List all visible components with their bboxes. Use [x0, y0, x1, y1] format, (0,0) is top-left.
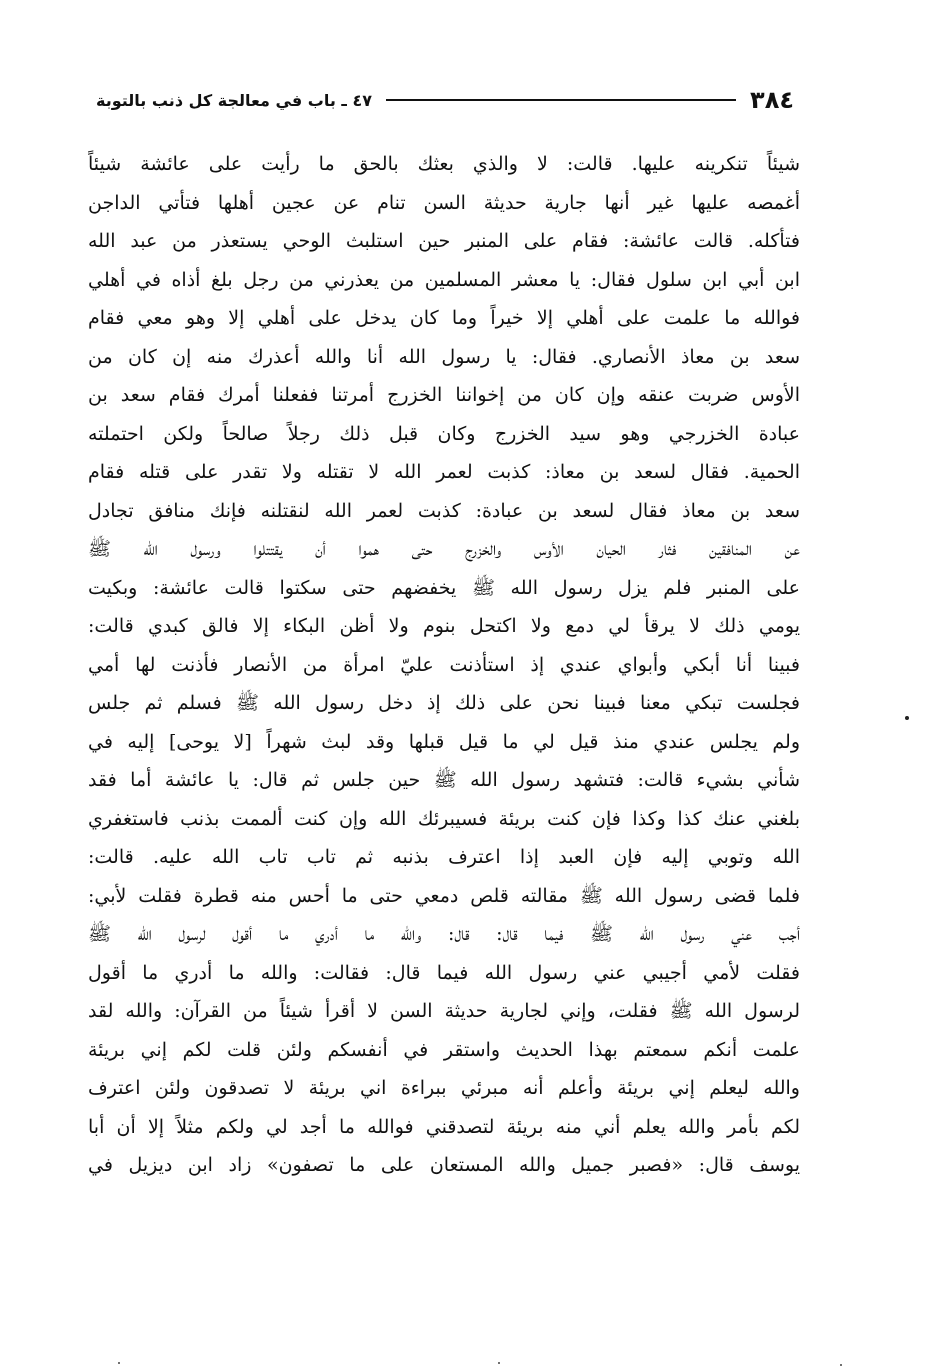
text-line: ولم يجلس عندي منذ قيل لي ما قيل قبلها وقد لبث شهراً [لا يوحى] إليه في: [88, 730, 800, 753]
text-line: أغمصه عليها غير أنها جارية حديثة السن تنام عن عجين أهلها فتأتي الداجن: [88, 191, 800, 214]
text-line: والله ليعلم إني بريئة وأعلم أنه مبرئي ببراءة اني بريئة لا تصدقون ولئن اعترف: [88, 1077, 800, 1099]
text-line: عبادة الخزرجي وهو سيد الخزرج وكان قبل ذلك رجلاً صالحاً ولكن احتملته: [88, 422, 800, 445]
running-header: [96, 82, 794, 118]
text-line: لرسول الله ﷺ فقلت، وإني لجارية حديثة السن لا أقرأ شيئاً من القرآن: والله لقد: [88, 1000, 800, 1022]
text-line: علمت أنكم سمعتم بهذا الحديث واستقر في أنفسكم ولئن قلت لكم إني بريئة: [88, 1038, 800, 1061]
text-line: الأوس ضربت عنقه وإن كان من إخواننا الخزرج أمرتنا ففعلنا أمرك فقام سعد بن: [88, 384, 800, 406]
margin-mark: [905, 716, 909, 720]
text-line: شأني بشيء قالت: فتشهد رسول الله ﷺ حين جلس ثم قال: يا عائشة أما فقد: [88, 769, 800, 791]
text-line: الحمية. فقال لسعد بن معاذ: كذبت لعمر الله لا تقتله ولا تقدر على قتله فقام: [88, 461, 800, 483]
text-line: فقلت لأمي أجيبي عني رسول الله فيما قال: فقالت: والله ما أدري ما أقول: [88, 961, 800, 984]
text-line: ابن أبي ابن سلول فقال: يا معشر المسلمين من يعذرني من رجل بلغ أذاه في أهلي: [88, 268, 800, 291]
text-line: سعد بن معاذ فقال لسعد بن عبادة: كذبت لعمر الله لنقتلنه فإنك منافق تجادل: [88, 499, 800, 522]
text-line: بلغني عنك كذا وكذا فإن كنت بريئة فسيبرئك الله وإن كنت ألممت بذنب فاستغفري: [88, 807, 800, 830]
page-number: ٣٨٤: [750, 86, 794, 114]
text-line: يوسف قال: «فصبر جميل والله المستعان على ما تصفون» زاد ابن ديزيل في: [88, 1154, 800, 1176]
text-line: أجب عني رسول الله ﷺ فيما قال: قال: والله ما أدري ما أقول لرسول الله ﷺ: [88, 923, 800, 945]
text-line: الله وتوبي إليه فإن العبد إذا اعترف بذنبه ثم تاب تاب الله عليه. قالت:: [88, 846, 800, 868]
text-line: على المنبر فلم يزل رسول الله ﷺ يخفضهم حتى سكتوا قالت عائشة: وبكيت: [88, 576, 800, 599]
body-text: [88, 145, 800, 1185]
text-line: شيئاً تنكرينه عليها. قالت: لا والذي بعثك بالحق ما رأيت على عائشة شيئاً: [88, 153, 800, 175]
text-line: سعد بن معاذ الأنصاري. فقال: يا رسول الله أنا والله أعذرك منه إن كان من: [88, 345, 800, 368]
text-line: لكم بأمر والله يعلم أني منه بريئة لتصدقني فوالله ما أجد لي ولكم مثلاً إلا أن أبا: [88, 1115, 800, 1138]
text-line: يومي ذلك لا يرقأ لي دمع ولا اكتحل بنوم ولا أظن البكاء إلا فالق كبدي قالت:: [88, 615, 800, 637]
scan-speck: [498, 1362, 500, 1364]
text-line: عن المنافقين فثار الحيان الأوس والخزرج حتى هموا أن يقتتلوا ورسول الله ﷺ: [88, 538, 800, 560]
header-rule: [386, 99, 736, 101]
text-line: فلما قضى رسول الله ﷺ مقالته قلص دمعي حتى ما أحس منه قطرة فقلت لأبي:: [88, 884, 800, 907]
scan-speck: [118, 1362, 120, 1364]
text-line: فوالله ما علمت على أهلي إلا خيراً وما كان يدخل على أهلي إلا وهو معي فقام: [88, 307, 800, 329]
text-line: فجلست تبكي معنا فبينا نحن على ذلك إذ دخل رسول الله ﷺ فسلم ثم جلس: [88, 692, 800, 714]
text-line: فبينا أنا أبكي وأبواي عندي إذ استأذنت عليّ امرأة من الأنصار فأذنت لها أمي: [88, 653, 800, 676]
scan-speck: [840, 1364, 842, 1366]
text-line: فتأكله. قالت عائشة: فقام على المنبر حين استلبث الوحي يستعذر من عبد الله: [88, 230, 800, 252]
chapter-title: ٤٧ ـ باب في معالجة كل ذنب بالتوبة: [96, 90, 372, 110]
